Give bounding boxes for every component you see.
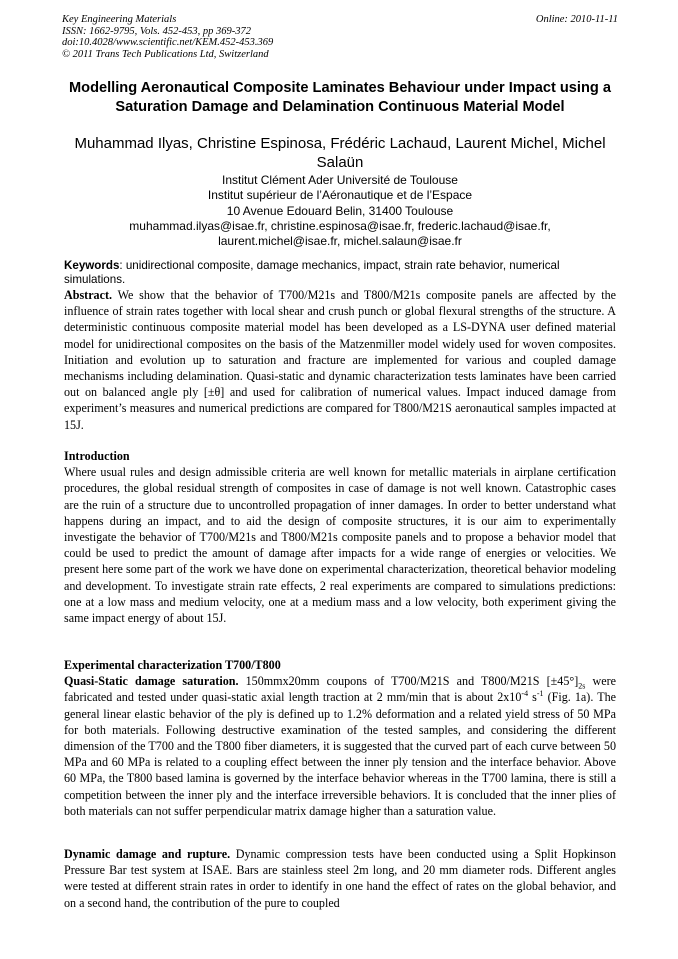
- author-emails-1: muhammad.ilyas@isae.fr, christine.espinosa@isae.fr, frederic.lachaud@isae.fr,: [129, 218, 551, 233]
- dynamic-paragraph: [64, 846, 616, 911]
- affiliation-line-2: Institut supérieur de l’Aéronautique et de l’Espace: [207, 188, 473, 203]
- affiliation-address: 10 Avenue Edouard Belin, 31400 Toulouse: [226, 203, 454, 218]
- introduction-text: Where usual rules and design admissible criteria are well known for metallic materials in airplane certification procedures, the global residual strength of composites in case of damage is not well known. Catastrophic cases are the ruin of a structure due to uncontrolled propagation of inner damages. In order to better understand what happens during an impact, and to aid the design of composite structures, it is our aim to experimentally investigate the behavior of T700/M21s and T800/M21s composite panels and to propose a behavior model that could be used to predict the amount of damage after impacts for a wide range of energies or velocities. We present here some part of the work we have done on experimental characterization, theoretical behavior modeling and development. To investigate strain rate effects, 2 real experiments are compared to simulations predictions: one at a low mass and medium velocity, one at a medium mass and a low velocity, both experiment giving the same impact energy of about 15J.: [64, 465, 616, 626]
- dynamic-label: Dynamic damage and rupture.: [64, 847, 231, 861]
- copyright-line: © 2011 Trans Tech Publications Ltd, Switzerland: [62, 48, 269, 60]
- introduction-section: [64, 448, 616, 626]
- abstract: [64, 287, 616, 433]
- exponent-superscript: -4: [521, 689, 529, 699]
- layup-subscript: 2s: [578, 681, 586, 691]
- quasi-static-text-b: were fabricated and tested under quasi-static axial length traction at 2 mm/min that is about 2x10: [64, 674, 616, 705]
- experimental-section: [64, 657, 616, 819]
- author-list: Muhammad Ilyas, Christine Espinosa, Frédéric Lachaud, Laurent Michel, Michel Salaün: [74, 135, 606, 171]
- paper-title: Modelling Aeronautical Composite Laminates Behaviour under Impact using a Saturation Damage and Delamination Continuous Material Model: [69, 80, 611, 115]
- issn-line: ISSN: 1662-9795, Vols. 452-453, pp 369-372: [62, 25, 251, 37]
- doi-line: doi:10.4028/www.scientific.net/KEM.452-453.369: [62, 37, 274, 49]
- author-emails-2: laurent.michel@isae.fr, michel.salaun@isae.fr: [218, 234, 462, 249]
- dynamic-section: [64, 846, 616, 911]
- keywords: [64, 259, 616, 287]
- affiliation-block: [60, 173, 620, 249]
- abstract-label: Abstract.: [64, 288, 113, 302]
- keywords-text: : unidirectional composite, damage mechanics, impact, strain rate behavior, numerical simulations.: [64, 259, 560, 286]
- dynamic-text: Dynamic compression tests have been conducted using a Split Hopkinson Pressure Bar test system at ISAE. Bars are stainless steel 2m long, and 20 mm diameter rods. Different angles were tested at different strain rates in order to identify in one hand the effect of rates on the global behavior, and on a second hand, the contribution of the pure to coupled: [64, 847, 616, 910]
- keywords-label: Keywords: [64, 259, 120, 272]
- introduction-heading: Introduction: [64, 449, 130, 463]
- unit-superscript: -1: [536, 689, 544, 699]
- quasi-static-label: Quasi-Static damage saturation.: [64, 674, 239, 689]
- quasi-static-text-c: s: [528, 690, 537, 705]
- quasi-static-text-a: 150mmx20mm coupons of T700/M21S and T800/M21S [±45°]: [238, 674, 579, 689]
- journal-header: [62, 14, 618, 60]
- abstract-text: We show that the behavior of T700/M21s and T800/M21s composite panels are affected by the influence of strain rates together with local shear and crush punch or global flexural strengths of the structure. A deterministic continuous composite material model has been developed as a LS-DYNA user defined material model for unidirectional composites on the basis of the Matzenmiller model widely used for woven composites. Initiation and evolution up to saturation and fracture are implemented for various and coupled damage mechanisms including delamination. Quasi-static and dynamic characterization tests laminates have been carried out on balanced angle ply [±θ] and used for calibration of numerical values. Impact induced damage from experiment’s measures and numerical predictions are compared for T800/M21S aeronautical samples impacted at 15J.: [64, 288, 616, 432]
- quasi-static-text-d: (Fig. 1a). The general linear elastic behavior of the ply is defined up to 1.2% deformation and a related yield stress of 50 MPa for both materials. Following destructive examination of the tested samples, and considering the different dimension of the T700 and the T800 fiber diameters, it is suggested that the curved part of each curve between 50 MPa and 60 MPa is related to a coupling effect between the inner ply tension and the interface behavior. Above 60 MPa, the T800 based lamina is governed by the interface behavior whereas in the T700 lamina, there is still a competition between the inner ply and the interface irreversible behaviors. It is concluded that the inner plies of both materials can not suffer perpendicular matrix damage higher than a saturation value.: [64, 690, 617, 818]
- journal-name: Key Engineering Materials: [62, 14, 177, 25]
- online-date: Online: 2010-11-11: [535, 14, 618, 25]
- experimental-heading: Experimental characterization T700/T800: [64, 658, 281, 672]
- quasi-static-paragraph: [64, 673, 616, 819]
- affiliation-line-1: Institut Clément Ader Université de Toulouse: [222, 173, 458, 187]
